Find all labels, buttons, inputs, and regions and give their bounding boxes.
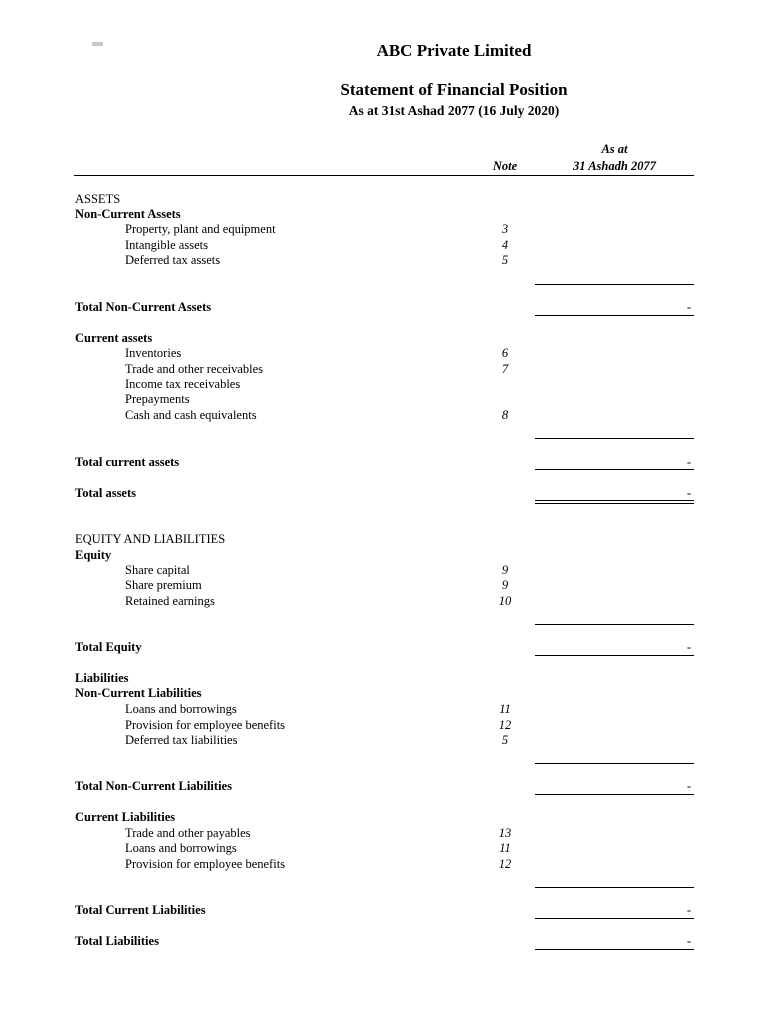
row-label: Property, plant and equipment — [125, 222, 276, 236]
statement-row — [0, 237, 768, 253]
statement-row — [0, 485, 768, 501]
row-note: 6 — [501, 346, 509, 360]
total-rule — [535, 763, 694, 764]
row-label: Prepayments — [125, 392, 190, 406]
column-header-as-at: As at — [601, 142, 628, 156]
row-note: 10 — [498, 594, 512, 608]
total-rule — [535, 794, 694, 795]
statement-row — [0, 252, 768, 268]
row-label: Income tax receivables — [125, 377, 241, 391]
row-note: 11 — [499, 841, 511, 855]
row-label: Provision for employee benefits — [125, 718, 286, 732]
row-note: 4 — [501, 238, 509, 252]
statement-row — [0, 191, 768, 207]
row-label: Intangible assets — [125, 238, 208, 252]
total-double-rule — [535, 500, 694, 504]
row-amount: - — [686, 300, 691, 314]
row-label: Share capital — [125, 563, 190, 577]
statement-row — [0, 593, 768, 609]
total-rule — [535, 438, 694, 439]
row-label: Current Liabilities — [75, 810, 176, 824]
total-rule — [535, 315, 694, 316]
row-amount: - — [686, 934, 691, 948]
row-label: Deferred tax liabilities — [125, 733, 238, 747]
total-rule — [535, 887, 694, 888]
row-amount: - — [686, 903, 691, 917]
row-label: Current assets — [75, 331, 153, 345]
row-label: Non-Current Liabilities — [75, 686, 202, 700]
statement-row — [0, 670, 768, 686]
row-label: Loans and borrowings — [125, 702, 237, 716]
row-label: Total current assets — [75, 455, 180, 469]
total-rule — [535, 469, 694, 470]
row-label: Share premium — [125, 578, 202, 592]
row-label: Trade and other receivables — [125, 362, 264, 376]
row-label: Total Non-Current Liabilities — [75, 779, 232, 793]
company-name: ABC Private Limited — [376, 41, 532, 60]
column-header-note: Note — [492, 159, 518, 173]
row-label: Total assets — [75, 486, 137, 500]
total-rule — [535, 949, 694, 950]
statement-row — [0, 407, 768, 423]
row-label: Non-Current Assets — [75, 207, 181, 221]
statement-row — [0, 299, 768, 315]
statement-row — [0, 856, 768, 872]
row-note: 9 — [501, 578, 509, 592]
statement-title: Statement of Financial Position — [340, 80, 568, 99]
row-amount: - — [686, 640, 691, 654]
row-label: Provision for employee benefits — [125, 857, 286, 871]
row-label: Cash and cash equivalents — [125, 408, 257, 422]
row-note: 12 — [498, 718, 512, 732]
statement-row — [0, 361, 768, 377]
statement-row — [0, 778, 768, 794]
row-amount: - — [686, 455, 691, 469]
statement-row — [0, 732, 768, 748]
row-note: 9 — [501, 563, 509, 577]
row-note: 13 — [498, 826, 512, 840]
statement-row — [0, 639, 768, 655]
row-amount: - — [686, 779, 691, 793]
row-label: Inventories — [125, 346, 182, 360]
column-header-date: 31 Ashadh 2077 — [573, 159, 656, 173]
statement-row — [0, 825, 768, 841]
statement-row — [0, 902, 768, 918]
row-label: Total Non-Current Assets — [75, 300, 212, 314]
statement-row — [0, 330, 768, 346]
statement-row — [0, 206, 768, 222]
row-note: 7 — [501, 362, 509, 376]
row-note: 8 — [501, 408, 509, 422]
row-amount: - — [686, 486, 691, 500]
header-rule — [74, 175, 694, 176]
statement-row — [0, 717, 768, 733]
row-label: Equity — [75, 548, 112, 562]
statement-row — [0, 809, 768, 825]
statement-row — [0, 221, 768, 237]
row-label: Deferred tax assets — [125, 253, 221, 267]
row-note: 5 — [501, 253, 509, 267]
statement-row — [0, 685, 768, 701]
total-rule — [535, 624, 694, 625]
row-label: ASSETS — [75, 192, 121, 206]
statement-row — [0, 454, 768, 470]
statement-row — [0, 391, 768, 407]
row-note: 3 — [501, 222, 509, 236]
statement-row — [0, 701, 768, 717]
statement-row — [0, 376, 768, 392]
statement-row — [0, 547, 768, 563]
total-rule — [535, 284, 694, 285]
total-rule — [535, 918, 694, 919]
statement-row — [0, 531, 768, 547]
row-label: Total Liabilities — [75, 934, 159, 948]
row-label: EQUITY AND LIABILITIES — [75, 532, 226, 546]
row-label: Trade and other payables — [125, 826, 251, 840]
statement-row — [0, 577, 768, 593]
statement-row — [0, 933, 768, 949]
row-label: Retained earnings — [125, 594, 215, 608]
row-label: Total Equity — [75, 640, 142, 654]
row-note: 12 — [498, 857, 512, 871]
total-rule — [535, 655, 694, 656]
statement-row — [0, 562, 768, 578]
row-note: 11 — [499, 702, 511, 716]
statement-row — [0, 345, 768, 361]
statement-row — [0, 840, 768, 856]
row-note: 5 — [501, 733, 509, 747]
row-label: Total Current Liabilities — [75, 903, 206, 917]
row-label: Liabilities — [75, 671, 129, 685]
statement-subtitle: As at 31st Ashad 2077 (16 July 2020) — [348, 103, 560, 118]
row-label: Loans and borrowings — [125, 841, 237, 855]
